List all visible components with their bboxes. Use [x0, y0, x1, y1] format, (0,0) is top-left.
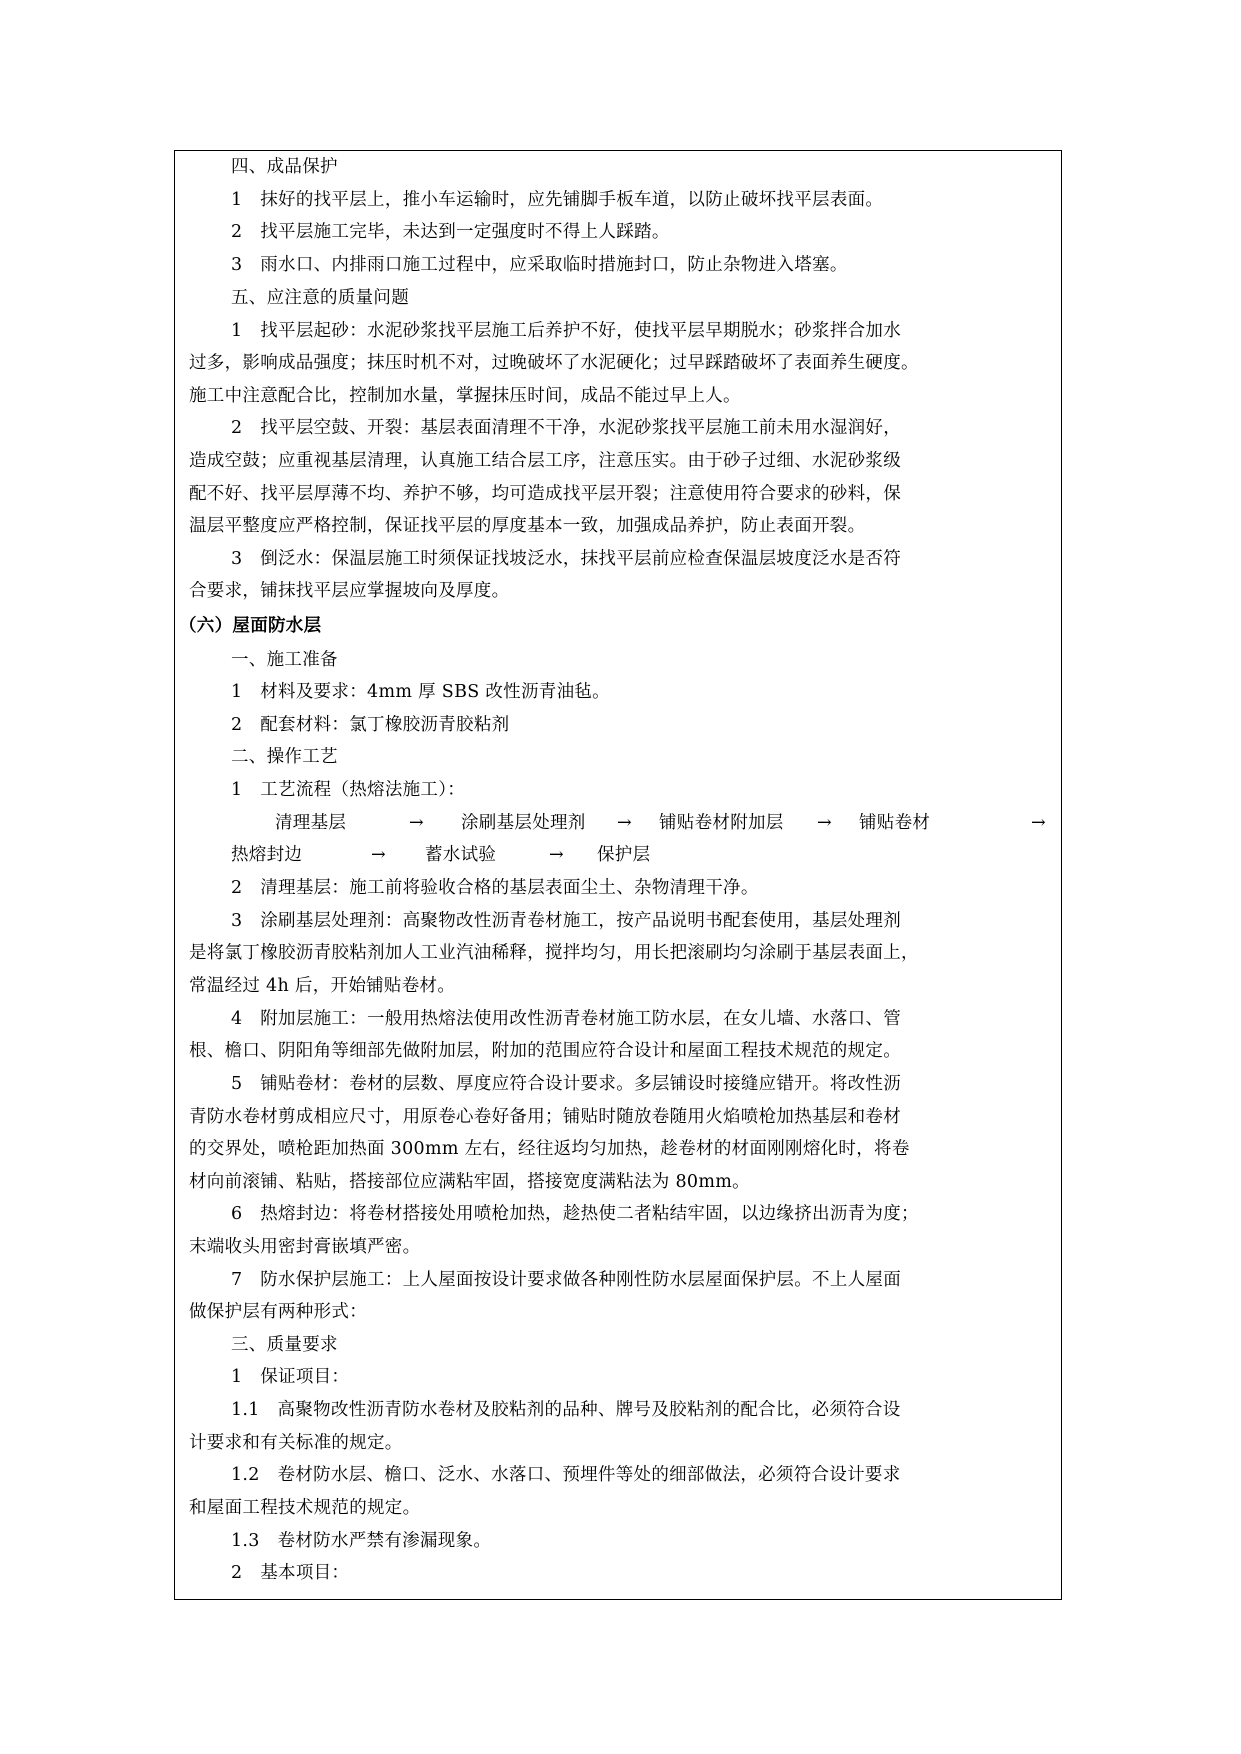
- flow-arrow: →: [1031, 813, 1046, 833]
- process-flow-row-1: [189, 810, 1051, 836]
- paragraph: 根、檐口、阴阳角等细部先做附加层，附加的范围应符合设计和屋面工程技术规范的规定。: [189, 1041, 901, 1061]
- flow-step: 涂刷基层处理剂: [461, 813, 586, 833]
- section-title-roof-waterproofing: （六）屋面防水层: [179, 616, 322, 636]
- heading-quality-issues: 五、应注意的质量问题: [231, 288, 409, 308]
- paragraph: 的交界处，喷枪距加热面 300mm 左右，经往返均匀加热，趁卷材的材面刚刚熔化时，将卷: [189, 1139, 910, 1159]
- flow-arrow: →: [371, 845, 386, 865]
- paragraph: 2 清理基层：施工前将验收合格的基层表面尘土、杂物清理干净。: [231, 878, 759, 898]
- paragraph: 1 抹好的找平层上，推小车运输时，应先铺脚手板车道，以防止破坏找平层表面。: [231, 190, 884, 210]
- paragraph: 7 防水保护层施工：上人屋面按设计要求做各种刚性防水层屋面保护层。不上人屋面: [231, 1270, 902, 1290]
- paragraph: 2 配套材料：氯丁橡胶沥青胶粘剂: [231, 715, 510, 735]
- heading-preparation: 一、施工准备: [231, 650, 338, 670]
- paragraph: 1.2 卷材防水层、檐口、泛水、水落口、预埋件等处的细部做法，必须符合设计要求: [231, 1465, 901, 1485]
- paragraph: 计要求和有关标准的规定。: [189, 1433, 403, 1453]
- paragraph: 和屋面工程技术规范的规定。: [189, 1498, 421, 1518]
- paragraph: 做保护层有两种形式：: [189, 1302, 367, 1322]
- paragraph: 温层平整度应严格控制，保证找平层的厚度基本一致，加强成品养护，防止表面开裂。: [189, 516, 866, 536]
- flow-step: 清理基层: [275, 813, 347, 833]
- paragraph: 配不好、找平层厚薄不均、养护不够，均可造成找平层开裂；注意使用符合要求的砂料，保: [189, 484, 901, 504]
- flow-arrow: →: [817, 813, 832, 833]
- paragraph: 青防水卷材剪成相应尺寸，用原卷心卷好备用；铺贴时随放卷随用火焰喷枪加热基层和卷材: [189, 1107, 901, 1127]
- paragraph: 合要求，铺抹找平层应掌握坡向及厚度。: [189, 581, 510, 601]
- flow-step: 热熔封边: [231, 845, 303, 865]
- paragraph: 1.3 卷材防水严禁有渗漏现象。: [231, 1531, 492, 1551]
- process-flow-row-2: [189, 842, 1051, 868]
- flow-arrow: →: [409, 813, 424, 833]
- paragraph: 3 雨水口、内排雨口施工过程中，应采取临时措施封口，防止杂物进入塔塞。: [231, 255, 848, 275]
- paragraph: 1 保证项目：: [231, 1367, 350, 1387]
- paragraph: 6 热熔封边：将卷材搭接处用喷枪加热，趁热使二者粘结牢固，以边缘挤出沥青为度；: [231, 1204, 919, 1224]
- paragraph: 是将氯丁橡胶沥青胶粘剂加人工业汽油稀释，搅拌均匀，用长把滚刷均匀涂刷于基层表面上，: [189, 943, 919, 963]
- paragraph: 3 涂刷基层处理剂：高聚物改性沥青卷材施工，按产品说明书配套使用，基层处理剂: [231, 911, 902, 931]
- flow-step: 铺贴卷材: [859, 813, 931, 833]
- heading-protection: 四、成品保护: [231, 157, 338, 177]
- paragraph: 施工中注意配合比，控制加水量，掌握抹压时间，成品不能过早上人。: [189, 386, 741, 406]
- paragraph: 5 铺贴卷材：卷材的层数、厚度应符合设计要求。多层铺设时接缝应错开。将改性沥: [231, 1074, 902, 1094]
- flow-step: 铺贴卷材附加层: [659, 813, 784, 833]
- paragraph: 4 附加层施工：一般用热熔法使用改性沥青卷材施工防水层，在女儿墙、水落口、管: [231, 1009, 902, 1029]
- document-frame: [174, 150, 1062, 1600]
- paragraph: 1 找平层起砂：水泥砂浆找平层施工后养护不好，使找平层早期脱水；砂浆拌合加水: [231, 321, 902, 341]
- flow-step: 保护层: [597, 845, 651, 865]
- paragraph: 1 工艺流程（热熔法施工）：: [231, 780, 466, 800]
- paragraph: 2 基本项目：: [231, 1563, 350, 1583]
- heading-process: 二、操作工艺: [231, 747, 338, 767]
- paragraph: 常温经过 4h 后，开始铺贴卷材。: [189, 976, 456, 996]
- paragraph: 2 找平层空鼓、开裂：基层表面清理不干净，水泥砂浆找平层施工前未用水湿润好，: [231, 418, 902, 438]
- paragraph: 过多，影响成品强度；抹压时机不对，过晚破坏了水泥硬化；过早踩踏破坏了表面养生硬度。: [189, 353, 919, 373]
- flow-arrow: →: [617, 813, 632, 833]
- paragraph: 造成空鼓；应重视基层清理，认真施工结合层工序，注意压实。由于砂子过细、水泥砂浆级: [189, 451, 901, 471]
- paragraph: 1.1 高聚物改性沥青防水卷材及胶粘剂的品种、牌号及胶粘剂的配合比，必须符合设: [231, 1400, 901, 1420]
- paragraph: 1 材料及要求：4mm 厚 SBS 改性沥青油毡。: [231, 682, 610, 702]
- flow-arrow: →: [549, 845, 564, 865]
- heading-quality-requirements: 三、质量要求: [231, 1335, 338, 1355]
- flow-step: 蓄水试验: [425, 845, 497, 865]
- paragraph: 2 找平层施工完毕，未达到一定强度时不得上人踩踏。: [231, 222, 670, 242]
- paragraph: 3 倒泛水：保温层施工时须保证找坡泛水，抹找平层前应检查保温层坡度泛水是否符: [231, 549, 902, 569]
- paragraph: 材向前滚铺、粘贴，搭接部位应满粘牢固，搭接宽度满粘法为 80mm。: [189, 1172, 750, 1192]
- paragraph: 末端收头用密封膏嵌填严密。: [189, 1237, 421, 1257]
